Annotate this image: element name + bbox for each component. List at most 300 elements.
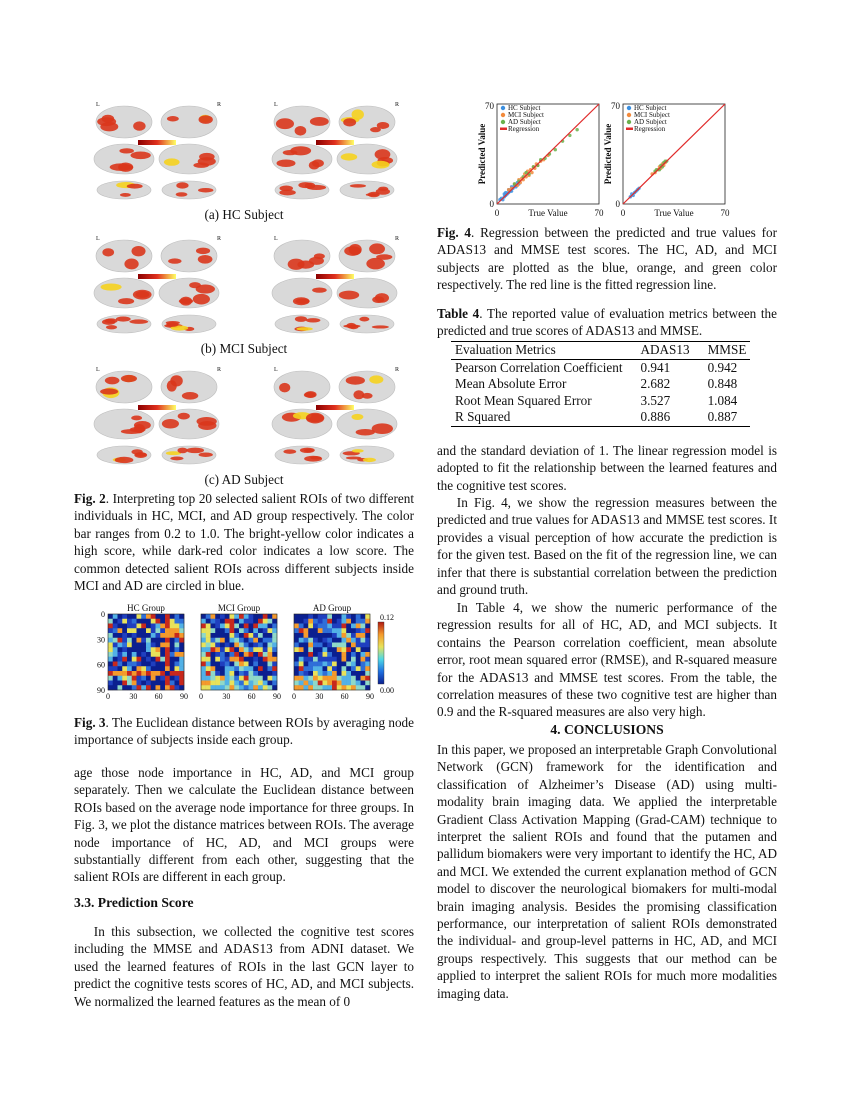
heatmap-cell: [160, 614, 165, 619]
heatmap-cell: [179, 676, 184, 681]
heatmap-cell: [156, 666, 161, 671]
heatmap-cell: [351, 614, 356, 619]
heatmap-cell: [201, 624, 206, 629]
heatmap-cell: [220, 657, 225, 662]
heatmap-cell: [108, 624, 113, 629]
heatmap-cell: [304, 681, 309, 686]
heatmap-cell: [239, 666, 244, 671]
heatmap-cell: [175, 662, 180, 667]
heatmap-cell: [299, 638, 304, 643]
heatmap-cell: [365, 676, 370, 681]
heatmap-cell: [327, 647, 332, 652]
heatmap-cell: [201, 662, 206, 667]
heatmap-cell: [234, 614, 239, 619]
heatmap-cell: [141, 643, 146, 648]
heatmap-cell: [323, 681, 328, 686]
salient-roi-region: [120, 193, 131, 197]
heatmap-cell: [141, 657, 146, 662]
heatmap-cell: [361, 652, 366, 657]
heatmap-cell: [299, 666, 304, 671]
heatmap-cell: [215, 676, 220, 681]
heatmap-cell: [313, 619, 318, 624]
heatmap-cell: [272, 676, 277, 681]
table-cell: 0.941: [640, 359, 671, 375]
heatmap-cell: [342, 619, 347, 624]
heatmap-cell: [356, 643, 361, 648]
heatmap-cell: [137, 638, 142, 643]
heatmap-cell: [156, 662, 161, 667]
heatmap-cell: [201, 666, 206, 671]
heatmap-cell: [146, 657, 151, 662]
heatmap-cell: [118, 676, 123, 681]
heatmap-cell: [137, 662, 142, 667]
heatmap-cell: [160, 671, 165, 676]
heatmap-cell: [258, 647, 263, 652]
heatmap-cell: [268, 643, 273, 648]
heatmap-cell: [146, 676, 151, 681]
heatmap-cell: [244, 638, 249, 643]
legend-marker: [627, 120, 631, 124]
heatmap-cell: [215, 666, 220, 671]
heatmap-cell: [318, 614, 323, 619]
heatmap-cell: [132, 628, 137, 633]
heatmap-cell: [225, 619, 230, 624]
colorbar-max-label: 0.12: [380, 613, 394, 622]
heatmap-cell: [294, 676, 299, 681]
heatmap-cell: [304, 662, 309, 667]
heatmap-cell: [327, 662, 332, 667]
heatmap-cell: [220, 619, 225, 624]
heatmap-cell: [108, 662, 113, 667]
heatmap-cell: [365, 628, 370, 633]
heatmap-y-tick: 0: [101, 610, 105, 619]
salient-roi-region: [116, 317, 131, 322]
y-axis-zero-label: 0: [615, 199, 620, 209]
y-axis-label: Predicted Value: [477, 123, 487, 185]
salient-roi-region: [363, 458, 376, 462]
heatmap-cell: [122, 614, 127, 619]
heatmap-cell: [201, 633, 206, 638]
heatmap-cell: [132, 647, 137, 652]
salient-roi-region: [182, 392, 198, 400]
heatmap-cell: [249, 671, 254, 676]
heatmap-cell: [156, 681, 161, 686]
heatmap-cell: [249, 681, 254, 686]
heatmap-cell: [299, 685, 304, 690]
y-axis-zero-label: 0: [489, 199, 494, 209]
heatmap-cell: [313, 614, 318, 619]
heatmap-cell: [160, 685, 165, 690]
heatmap-cell: [318, 681, 323, 686]
heatmap-cell: [146, 633, 151, 638]
heatmap-cell: [132, 685, 137, 690]
heatmap-cell: [356, 681, 361, 686]
fig3-label: Fig. 3: [74, 715, 106, 730]
heatmap-cell: [304, 671, 309, 676]
heatmap-cell: [304, 633, 309, 638]
heatmap-cell: [327, 624, 332, 629]
salient-roi-region: [296, 327, 312, 331]
heatmap-cell: [175, 666, 180, 671]
heatmap-cell: [332, 681, 337, 686]
heatmap-cell: [206, 685, 211, 690]
heatmap-cell: [230, 647, 235, 652]
heatmap-cell: [258, 671, 263, 676]
section-heading-prediction-score: 3.3. Prediction Score: [74, 895, 194, 910]
heatmap-cell: [108, 614, 113, 619]
heatmap-cell: [337, 643, 342, 648]
heatmap-cell: [220, 681, 225, 686]
fig4-caption-text: . Regression between the predicted and true values for ADAS13 and MMSE test scores. The HC, AD, and MCI subjects are plotted as the blue, orange, and green color respectively. The red line is the fitted regression line.: [437, 225, 777, 293]
heatmap-cell: [365, 652, 370, 657]
heatmap-cell: [165, 685, 170, 690]
salient-roi-region: [164, 158, 180, 165]
heatmap-cell: [253, 628, 258, 633]
heatmap-cell: [332, 662, 337, 667]
heatmap-cell: [141, 652, 146, 657]
salient-roi-region: [283, 449, 296, 453]
heatmap-cell: [299, 647, 304, 652]
heatmap-cell: [113, 662, 118, 667]
heatmap-cell: [220, 624, 225, 629]
salient-roi-region: [310, 456, 321, 459]
heatmap-cell: [318, 628, 323, 633]
heatmap-cell: [327, 685, 332, 690]
table-cell: 3.527: [640, 392, 671, 408]
heatmap-cell: [151, 652, 156, 657]
heatmap-cell: [351, 681, 356, 686]
heatmap-cell: [122, 666, 127, 671]
heatmap-cell: [175, 652, 180, 657]
heatmap-cell: [337, 666, 342, 671]
heatmap-x-tick: 30: [129, 692, 138, 701]
heatmap-cell: [160, 657, 165, 662]
heatmap-cell: [327, 666, 332, 671]
heatmap-cell: [215, 643, 220, 648]
heatmap-cell: [127, 614, 132, 619]
heatmap-cell: [304, 638, 309, 643]
heatmap-cell: [170, 662, 175, 667]
heatmap-cell: [215, 652, 220, 657]
salient-roi-region: [372, 325, 389, 328]
heatmap-cell: [299, 624, 304, 629]
heatmap-cell: [346, 652, 351, 657]
heatmap-cell: [249, 647, 254, 652]
heatmap-cell: [141, 638, 146, 643]
heatmap-cell: [225, 638, 230, 643]
salient-roi-region: [279, 383, 290, 393]
heatmap-cell: [342, 638, 347, 643]
heatmap-cell: [299, 614, 304, 619]
colorbar: [316, 405, 354, 410]
salient-roi-region: [199, 153, 215, 161]
heatmap-cell: [170, 657, 175, 662]
x-axis-label: True Value: [654, 208, 694, 218]
table-cell: Pearson Correlation Coefficient: [455, 359, 623, 375]
heatmap-cell: [108, 671, 113, 676]
heatmap-cell: [244, 643, 249, 648]
heatmap-cell: [127, 624, 132, 629]
heatmap-cell: [346, 619, 351, 624]
heatmap-cell: [313, 671, 318, 676]
heatmap-cell: [342, 657, 347, 662]
heatmap-cell: [299, 628, 304, 633]
heatmap-cell: [206, 624, 211, 629]
salient-roi-region: [199, 452, 213, 456]
heatmap-cell: [220, 614, 225, 619]
heatmap-cell: [351, 662, 356, 667]
heatmap-cell: [308, 685, 313, 690]
heatmap-cell: [308, 666, 313, 671]
legend-label: AD Subject: [508, 118, 541, 126]
right-paragraph-2: In Fig. 4, we show the regression measures between the predicted and true values for ADAS13 and MMSE test scores. It provides a visual perception of how accurate the prediction is for the given test. Based on the fit of the regression line, we can infer that there is substantial correlation between the prediction and ground truth.: [437, 495, 777, 598]
heatmap-cell: [356, 652, 361, 657]
heatmap-cell: [225, 657, 230, 662]
heatmap-cell: [113, 671, 118, 676]
heatmap-cell: [249, 666, 254, 671]
heatmap-cell: [206, 643, 211, 648]
heatmap-cell: [165, 628, 170, 633]
salient-roi-region: [130, 427, 146, 432]
colorbar-min-label: 0.00: [380, 686, 394, 695]
salient-roi-region: [295, 316, 307, 322]
heatmap-cell: [346, 633, 351, 638]
heatmap-cell: [122, 662, 127, 667]
heatmap-cell: [304, 647, 309, 652]
heatmap-cell: [299, 657, 304, 662]
heatmap-cell: [361, 671, 366, 676]
heatmap-cell: [234, 657, 239, 662]
salient-roi-region: [375, 149, 391, 160]
heatmap-cell: [272, 614, 277, 619]
heatmap-cell: [230, 685, 235, 690]
heatmap-cell: [170, 614, 175, 619]
heatmap-cell: [170, 628, 175, 633]
heatmap-cell: [249, 652, 254, 657]
heatmap-cell: [323, 676, 328, 681]
right-paragraph-3: In Table 4, we show the numeric performance of the regression results for all of HC, AD, and MCI subjects. It contains the Pearson correlation coefficient, mean absolute error, root mean squared error (RMSE), and R-squared measure for the ADAS13 and MMSE test scores. From the table, the correlation measures of these two cognitive test are higher than 0.9 and the R-squared measures are also very high.: [437, 600, 777, 720]
heatmap-title: AD Group: [312, 603, 352, 613]
heatmap-cell: [225, 681, 230, 686]
heatmap-cell: [108, 652, 113, 657]
heatmap-cell: [175, 681, 180, 686]
heatmap-cell: [337, 685, 342, 690]
heatmap-cell: [132, 624, 137, 629]
heatmap-cell: [263, 676, 268, 681]
heatmap-cell: [220, 685, 225, 690]
heatmap-cell: [299, 633, 304, 638]
heatmap-cell: [327, 633, 332, 638]
salient-roi-region: [279, 186, 293, 192]
heatmap-cell: [332, 685, 337, 690]
fig2-label: Fig. 2: [74, 491, 106, 506]
heatmap-cell: [332, 657, 337, 662]
heatmap-cell: [127, 647, 132, 652]
heatmap-cell: [346, 685, 351, 690]
heatmap-cell: [342, 614, 347, 619]
heatmap-cell: [175, 685, 180, 690]
heatmap-x-tick: 90: [273, 692, 281, 701]
heatmap-cell: [272, 633, 277, 638]
fig3-caption: [74, 714, 414, 749]
heatmap-cell: [118, 638, 123, 643]
heatmap-cell: [342, 652, 347, 657]
heatmap-cell: [268, 676, 273, 681]
heatmap-cell: [118, 643, 123, 648]
heatmap-cell: [201, 676, 206, 681]
heatmap-cell: [127, 662, 132, 667]
heatmap-cell: [156, 638, 161, 643]
heatmap-cell: [151, 681, 156, 686]
salient-roi-region: [304, 449, 314, 453]
heatmap-cell: [165, 676, 170, 681]
heatmap-cell: [127, 652, 132, 657]
heatmap-cell: [327, 676, 332, 681]
heatmap-cell: [318, 624, 323, 629]
heatmap-x-tick: 60: [154, 692, 163, 701]
heatmap-cell: [201, 652, 206, 657]
heatmap-cell: [356, 614, 361, 619]
legend-label: AD Subject: [634, 118, 667, 126]
heatmap-cell: [160, 681, 165, 686]
heatmap-cell: [268, 647, 273, 652]
heatmap-cell: [206, 676, 211, 681]
heatmap-cell: [332, 619, 337, 624]
salient-roi-region: [283, 150, 298, 155]
heatmap-cell: [294, 643, 299, 648]
heatmap-cell: [268, 614, 273, 619]
heatmap-cell: [304, 676, 309, 681]
heatmap-cell: [318, 652, 323, 657]
heatmap-cell: [137, 628, 142, 633]
heatmap-cell: [170, 652, 175, 657]
heatmap-cell: [108, 685, 113, 690]
salient-roi-region: [176, 182, 188, 188]
salient-roi-region: [124, 259, 138, 270]
heatmap-cell: [230, 681, 235, 686]
salient-roi-region: [368, 192, 380, 198]
heatmap-cell: [165, 619, 170, 624]
heatmap-cell: [323, 662, 328, 667]
heatmap-cell: [313, 647, 318, 652]
heatmap-cell: [294, 619, 299, 624]
heatmap-cell: [249, 638, 254, 643]
heatmap-cell: [244, 681, 249, 686]
heatmap-cell: [127, 638, 132, 643]
heatmap-cell: [225, 666, 230, 671]
heatmap-cell: [122, 676, 127, 681]
heatmap-cell: [253, 633, 258, 638]
heatmap-cell: [179, 643, 184, 648]
heatmap-cell: [113, 647, 118, 652]
heatmap-cell: [113, 657, 118, 662]
heatmap-cell: [141, 633, 146, 638]
heatmap-cell: [249, 657, 254, 662]
table-row: [451, 359, 750, 376]
heatmap-cell: [244, 628, 249, 633]
table-row: [451, 393, 750, 410]
heatmap-cell: [165, 666, 170, 671]
salient-roi-region: [177, 448, 187, 454]
heatmap-cell: [272, 647, 277, 652]
heatmap-cell: [337, 681, 342, 686]
heatmap-cell: [151, 619, 156, 624]
heatmap-cell: [165, 657, 170, 662]
heatmap-cell: [141, 685, 146, 690]
heatmap-cell: [113, 633, 118, 638]
table-row: [451, 376, 750, 393]
colorbar: [138, 274, 176, 279]
heatmap-cell: [234, 624, 239, 629]
heatmap-cell: [268, 633, 273, 638]
heatmap-cell: [230, 628, 235, 633]
heatmap-cell: [299, 652, 304, 657]
salient-roi-region: [198, 188, 213, 192]
heatmap-cell: [179, 633, 184, 638]
heatmap-cell: [211, 624, 216, 629]
table-cell: 0.848: [707, 376, 738, 392]
heatmap-cell: [165, 638, 170, 643]
heatmap-cell: [206, 614, 211, 619]
heatmap-cell: [175, 676, 180, 681]
heatmap-cell: [225, 685, 230, 690]
heatmap-cell: [356, 662, 361, 667]
heatmap-cell: [346, 638, 351, 643]
heatmap-cell: [244, 676, 249, 681]
salient-roi-region: [135, 291, 149, 298]
heatmap-cell: [156, 671, 161, 676]
heatmap-cell: [365, 614, 370, 619]
heatmap-cell: [272, 624, 277, 629]
heatmap-cell: [299, 671, 304, 676]
heatmap-cell: [361, 657, 366, 662]
heatmap-cell: [342, 676, 347, 681]
salient-roi-region: [196, 248, 210, 255]
heatmap-x-tick: 60: [247, 692, 256, 701]
salient-roi-region: [168, 258, 181, 263]
heatmap-cell: [122, 619, 127, 624]
heatmap-cell: [327, 643, 332, 648]
heatmap-cell: [365, 666, 370, 671]
heatmap-cell: [308, 619, 313, 624]
heatmap-cell: [263, 638, 268, 643]
heatmap-cell: [253, 685, 258, 690]
x-axis-label: True Value: [528, 208, 568, 218]
heatmap-cell: [165, 633, 170, 638]
salient-roi-region: [193, 294, 210, 305]
heatmap-cell: [249, 619, 254, 624]
heatmap-cell: [156, 619, 161, 624]
heatmap-cell: [122, 681, 127, 686]
heatmap-cell: [268, 671, 273, 676]
heatmap-cell: [118, 681, 123, 686]
heatmap-cell: [220, 643, 225, 648]
heatmap-cell: [365, 681, 370, 686]
salient-roi-region: [304, 392, 316, 398]
heatmap-cell: [230, 624, 235, 629]
heatmap-cell: [230, 643, 235, 648]
heatmap-cell: [351, 666, 356, 671]
heatmap-cell: [308, 624, 313, 629]
heatmap-cell: [361, 638, 366, 643]
heatmap-cell: [179, 652, 184, 657]
heatmap-cell: [268, 657, 273, 662]
heatmap-cell: [313, 652, 318, 657]
salient-roi-region: [196, 285, 215, 294]
heatmap-cell: [304, 624, 309, 629]
heatmap-x-tick: 0: [292, 692, 296, 701]
heatmap-cell: [299, 662, 304, 667]
